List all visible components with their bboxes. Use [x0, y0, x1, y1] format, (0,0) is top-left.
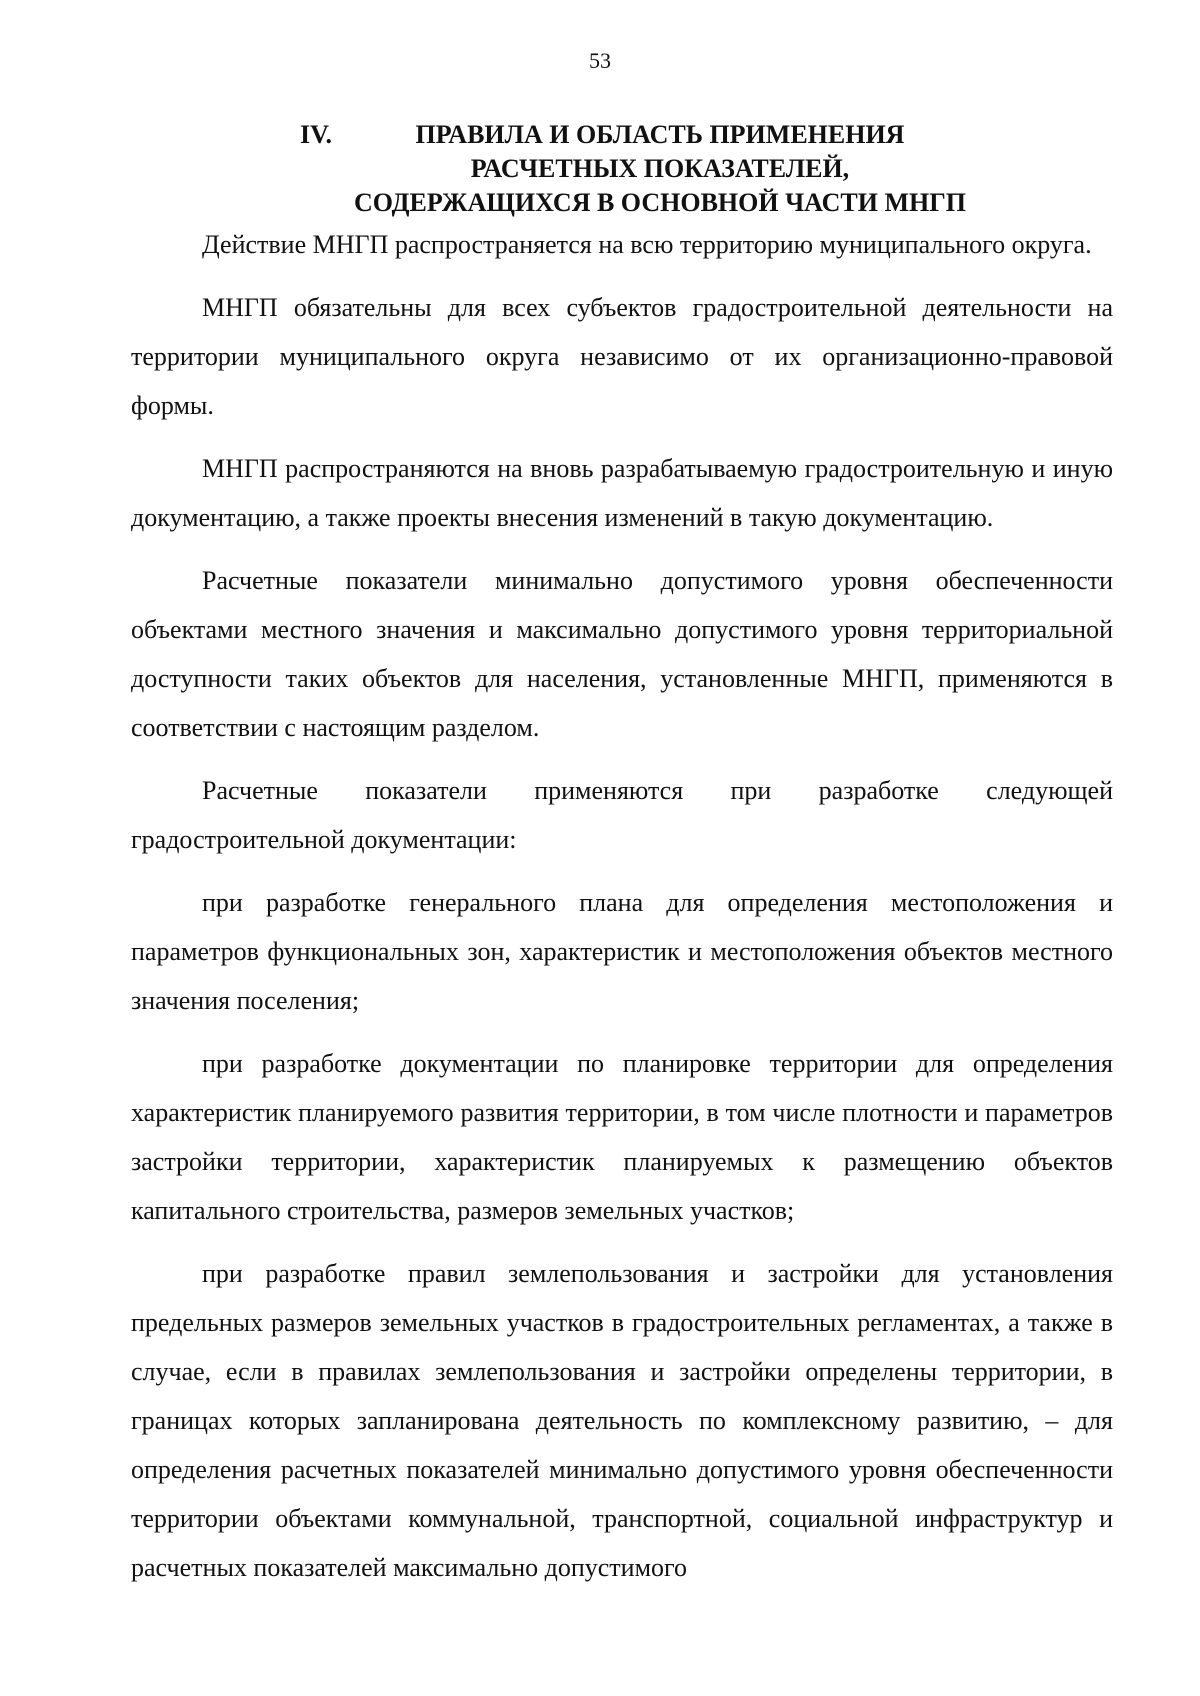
- paragraph-territory-planning: при разработке документации по планировке территории для определения характеристик планируемого развития территории, в том числе плотности и параметров застройки территории, характеристик планируемых к размещению объектов капитального строительства, размеров земельных участков;: [131, 1049, 1113, 1225]
- paragraph-land-use-rules: при разработке правил землепользования и застройки для установления предельных размеров земельных участков в градостроительных регламентах, а также в случае, если в правилах землепользования и застройки определены территории, в границах которых запланирована деятельность по комплексному развитию, – для определения расчетных показателей минимально допустимого уровня обеспеченности территории объектами коммунальной, транспортной, социальной инфраструктур и расчетных показателей максимально допустимого: [131, 1259, 1113, 1582]
- section-numeral: IV.: [300, 120, 333, 149]
- paragraph-general-plan: при разработке генерального плана для определения местоположения и параметров функциональных зон, характеристик и местоположения объектов местного значения поселения;: [131, 888, 1113, 1015]
- heading-line-2: РАСЧЕТНЫХ ПОКАЗАТЕЛЕЙ,: [470, 154, 850, 183]
- section-heading: [280, 118, 1040, 220]
- paragraph-indicators: Расчетные показатели минимально допустимого уровня обеспеченности объектами местного значения и максимально допустимого уровня территориальной доступности таких объектов для населения, установленные МНГП, применяются в соответствии с настоящим разделом.: [131, 566, 1113, 742]
- document-body: [131, 220, 1113, 1606]
- page-number: 53: [589, 48, 611, 73]
- paragraph-obligation: МНГП обязательны для всех субъектов градостроительной деятельности на территории муниципального округа независимо от их организационно-правовой формы.: [131, 293, 1113, 420]
- paragraph-documentation-intro: Расчетные показатели применяются при разработке следующей градостроительной документации:: [131, 776, 1113, 854]
- paragraph-applicability: МНГП распространяются на вновь разрабатываемую градостроительную и иную документацию, а также проекты внесения изменений в такую документацию.: [131, 454, 1113, 532]
- heading-line-1: ПРАВИЛА И ОБЛАСТЬ ПРИМЕНЕНИЯ: [415, 120, 905, 149]
- paragraph-scope: Действие МНГП распространяется на всю территорию муниципального округа.: [202, 230, 1092, 259]
- heading-line-3: СОДЕРЖАЩИХСЯ В ОСНОВНОЙ ЧАСТИ МНГП: [353, 188, 967, 217]
